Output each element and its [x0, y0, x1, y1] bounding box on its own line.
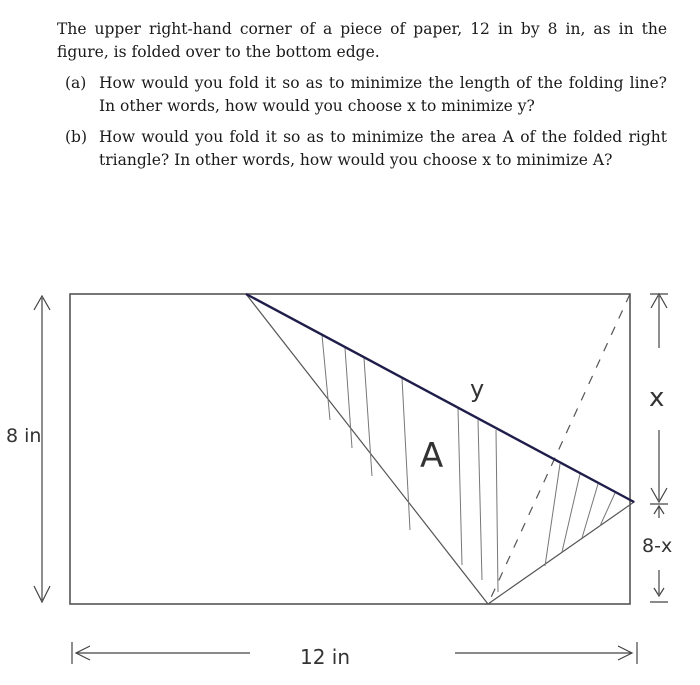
- width-dimension: [72, 642, 637, 664]
- fold-line-label: y: [470, 375, 485, 403]
- height-label: 8 in: [6, 425, 42, 447]
- problem-intro: The upper right-hand corner of a piece of paper, 12 in by 8 in, as in the figure, is folded over to the bottom edge.: [57, 20, 667, 61]
- part-b-text: How would you fold it so as to minimize the area A of the folded right triangle? In other words, how would you choose x to minimize A?: [99, 128, 667, 169]
- part-a-label: (a): [65, 74, 87, 92]
- part-b-label: (b): [65, 128, 88, 146]
- problem-statement: [57, 18, 667, 172]
- width-label: 12 in: [300, 645, 351, 669]
- part-a: [57, 72, 667, 118]
- part-b: [57, 126, 667, 172]
- height-dimension: [34, 296, 50, 602]
- x-label: x: [649, 383, 665, 413]
- part-a-text: How would you fold it so as to minimize the length of the folding line? In other words, how would you choose x to minimize y?: [99, 74, 667, 115]
- remaining-label: 8-x: [642, 535, 673, 557]
- area-label: A: [420, 436, 444, 476]
- original-corner-dashed-line: [488, 294, 630, 604]
- fold-figure: [0, 280, 700, 680]
